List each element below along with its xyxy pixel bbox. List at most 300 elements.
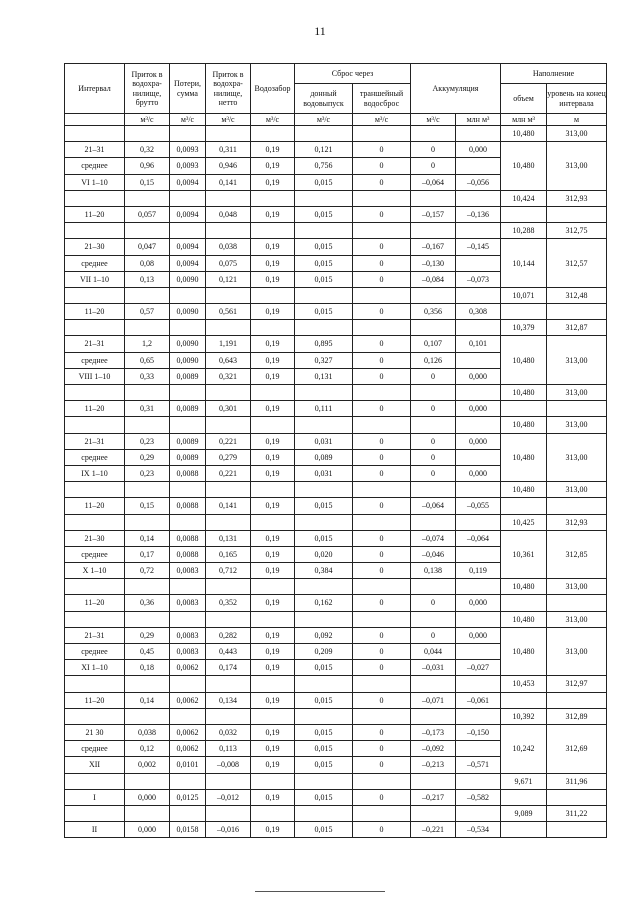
cell-trench-spillway: 0	[353, 271, 411, 287]
cell-acc-volume	[456, 579, 501, 595]
cell-losses	[170, 417, 206, 433]
cell-bottom-outlet: 0,015	[295, 174, 353, 190]
cell-bottom-outlet: 0,092	[295, 627, 353, 643]
cell-inflow-net: 0,321	[206, 368, 251, 384]
cell-losses	[170, 579, 206, 595]
cell-acc-rate: –0,173	[411, 724, 456, 740]
cell-inflow-net: 0,643	[206, 352, 251, 368]
cell-inflow	[125, 579, 170, 595]
cell-level: 313,00	[547, 336, 607, 385]
cell-volume: 10,480	[501, 142, 547, 191]
cell-losses: 0,0093	[170, 142, 206, 158]
cell-level: 312,57	[547, 239, 607, 288]
cell-losses: 0,0083	[170, 563, 206, 579]
cell-inflow: 0,57	[125, 304, 170, 320]
cell-inflow: 0,000	[125, 789, 170, 805]
cell-inflow: 0,36	[125, 595, 170, 611]
cell-inflow: 0,31	[125, 401, 170, 417]
cell-bottom-outlet	[295, 126, 353, 142]
cell-acc-rate: –0,157	[411, 206, 456, 222]
cell-bottom-outlet: 0,015	[295, 724, 353, 740]
cell-bottom-outlet	[295, 482, 353, 498]
cell-inflow-net: 0,311	[206, 142, 251, 158]
cell-bottom-outlet	[295, 773, 353, 789]
cell-inflow: 0,12	[125, 741, 170, 757]
cell-level: 312,75	[547, 223, 607, 239]
cell-intake: 0,19	[251, 757, 295, 773]
cell-acc-rate	[411, 611, 456, 627]
cell-trench-spillway: 0	[353, 724, 411, 740]
cell-acc-volume: –0,534	[456, 822, 501, 838]
cell-trench-spillway: 0	[353, 530, 411, 546]
cell-trench-spillway	[353, 385, 411, 401]
cell-acc-rate	[411, 805, 456, 821]
cell-interval: II	[65, 822, 125, 838]
cell-acc-volume	[456, 417, 501, 433]
cell-level-empty	[547, 822, 607, 838]
unit-blank	[65, 114, 125, 126]
table-row	[65, 692, 607, 708]
cell-losses: 0,0090	[170, 352, 206, 368]
cell-interval	[65, 320, 125, 336]
table-row	[65, 142, 607, 158]
cell-trench-spillway	[353, 320, 411, 336]
table-row	[65, 304, 607, 320]
cell-inflow-net	[206, 287, 251, 303]
cell-acc-rate: –0,221	[411, 822, 456, 838]
cell-interval: среднее	[65, 255, 125, 271]
cell-inflow: 0,15	[125, 498, 170, 514]
cell-trench-spillway: 0	[353, 206, 411, 222]
cell-level: 312,87	[547, 320, 607, 336]
cell-level: 313,00	[547, 482, 607, 498]
cell-losses: 0,0089	[170, 449, 206, 465]
cell-inflow	[125, 385, 170, 401]
cell-intake: 0,19	[251, 368, 295, 384]
cell-acc-volume	[456, 611, 501, 627]
cell-losses: 0,0062	[170, 724, 206, 740]
cell-level: 312,93	[547, 514, 607, 530]
cell-inflow-net: 0,221	[206, 433, 251, 449]
cell-acc-volume	[456, 449, 501, 465]
cell-acc-rate	[411, 773, 456, 789]
cell-interval	[65, 190, 125, 206]
cell-losses: 0,0101	[170, 757, 206, 773]
cell-intake: 0,19	[251, 174, 295, 190]
header-level: уровень на конец интервала	[547, 84, 607, 114]
cell-acc-rate: 0	[411, 449, 456, 465]
cell-bottom-outlet: 0,015	[295, 498, 353, 514]
cell-losses: 0,0089	[170, 368, 206, 384]
cell-inflow-net: 0,712	[206, 563, 251, 579]
cell-intake	[251, 514, 295, 530]
cell-acc-volume	[456, 741, 501, 757]
cell-intake: 0,19	[251, 660, 295, 676]
cell-interval: 21–31	[65, 433, 125, 449]
cell-inflow-net: 0,038	[206, 239, 251, 255]
table-row	[65, 611, 607, 627]
cell-acc-volume: –0,136	[456, 206, 501, 222]
cell-level: 312,69	[547, 724, 607, 773]
cell-trench-spillway: 0	[353, 627, 411, 643]
cell-level-empty	[547, 401, 607, 417]
cell-trench-spillway	[353, 676, 411, 692]
table-row	[65, 385, 607, 401]
cell-inflow: 0,000	[125, 822, 170, 838]
cell-level-empty	[547, 595, 607, 611]
cell-intake	[251, 611, 295, 627]
cell-level: 313,00	[547, 579, 607, 595]
cell-volume-empty	[501, 692, 547, 708]
cell-level: 311,96	[547, 773, 607, 789]
cell-inflow-net	[206, 611, 251, 627]
table-row	[65, 724, 607, 740]
cell-acc-rate: –0,074	[411, 530, 456, 546]
cell-losses	[170, 611, 206, 627]
header-volume: объем	[501, 84, 547, 114]
cell-acc-rate: –0,071	[411, 692, 456, 708]
cell-trench-spillway	[353, 805, 411, 821]
cell-trench-spillway: 0	[353, 239, 411, 255]
cell-inflow: 0,08	[125, 255, 170, 271]
cell-interval	[65, 223, 125, 239]
cell-level-empty	[547, 498, 607, 514]
cell-bottom-outlet: 0,209	[295, 644, 353, 660]
cell-volume-empty	[501, 822, 547, 838]
cell-interval: 11–20	[65, 304, 125, 320]
table-row	[65, 822, 607, 838]
cell-volume-empty	[501, 789, 547, 805]
cell-losses: 0,0125	[170, 789, 206, 805]
cell-inflow-net: 1,191	[206, 336, 251, 352]
cell-intake	[251, 676, 295, 692]
cell-volume: 10,480	[501, 611, 547, 627]
cell-trench-spillway	[353, 482, 411, 498]
cell-intake: 0,19	[251, 789, 295, 805]
cell-acc-rate	[411, 482, 456, 498]
cell-losses: 0,0089	[170, 401, 206, 417]
cell-acc-volume	[456, 805, 501, 821]
cell-interval	[65, 482, 125, 498]
cell-inflow-net: 0,141	[206, 174, 251, 190]
cell-acc-volume	[456, 223, 501, 239]
cell-interval	[65, 385, 125, 401]
cell-losses	[170, 190, 206, 206]
cell-bottom-outlet: 0,020	[295, 546, 353, 562]
table-row	[65, 514, 607, 530]
unit-acc-volume: млн м³	[456, 114, 501, 126]
cell-bottom-outlet: 0,015	[295, 239, 353, 255]
cell-acc-volume	[456, 287, 501, 303]
cell-trench-spillway: 0	[353, 174, 411, 190]
cell-level: 311,22	[547, 805, 607, 821]
cell-acc-rate: 0	[411, 595, 456, 611]
header-interval: Интервал	[65, 64, 125, 114]
cell-intake: 0,19	[251, 692, 295, 708]
cell-inflow-net	[206, 223, 251, 239]
cell-volume: 10,288	[501, 223, 547, 239]
cell-bottom-outlet: 0,015	[295, 789, 353, 805]
header-filling: Наполнение	[501, 64, 607, 84]
cell-acc-volume: 0,000	[456, 627, 501, 643]
cell-trench-spillway: 0	[353, 304, 411, 320]
cell-losses	[170, 482, 206, 498]
cell-bottom-outlet: 0,031	[295, 433, 353, 449]
cell-intake	[251, 708, 295, 724]
cell-intake: 0,19	[251, 352, 295, 368]
cell-intake: 0,19	[251, 449, 295, 465]
unit-inflow-net: м³/с	[206, 114, 251, 126]
cell-bottom-outlet: 0,089	[295, 449, 353, 465]
table-row	[65, 401, 607, 417]
cell-intake	[251, 320, 295, 336]
header-inflow-net: Приток в водохра-нилище, нетто	[206, 64, 251, 114]
table-body	[65, 126, 607, 838]
cell-intake: 0,19	[251, 595, 295, 611]
cell-acc-rate	[411, 417, 456, 433]
cell-acc-volume: –0,145	[456, 239, 501, 255]
cell-losses: 0,0094	[170, 174, 206, 190]
cell-inflow-net	[206, 385, 251, 401]
cell-losses: 0,0062	[170, 741, 206, 757]
table-row	[65, 627, 607, 643]
cell-volume: 10,392	[501, 708, 547, 724]
cell-inflow-net: 0,221	[206, 465, 251, 481]
cell-inflow-net: 0,301	[206, 401, 251, 417]
cell-trench-spillway	[353, 708, 411, 724]
cell-interval: среднее	[65, 158, 125, 174]
cell-interval: X 1–10	[65, 563, 125, 579]
cell-inflow-net	[206, 514, 251, 530]
cell-level: 312,48	[547, 287, 607, 303]
cell-inflow: 0,23	[125, 465, 170, 481]
table-row	[65, 595, 607, 611]
cell-interval: среднее	[65, 741, 125, 757]
cell-losses: 0,0083	[170, 595, 206, 611]
cell-inflow-net	[206, 190, 251, 206]
cell-bottom-outlet	[295, 611, 353, 627]
cell-acc-volume: 0,101	[456, 336, 501, 352]
cell-trench-spillway: 0	[353, 401, 411, 417]
cell-intake: 0,19	[251, 206, 295, 222]
cell-interval: 21–31	[65, 336, 125, 352]
cell-intake	[251, 482, 295, 498]
cell-interval	[65, 773, 125, 789]
cell-inflow	[125, 223, 170, 239]
cell-bottom-outlet: 0,384	[295, 563, 353, 579]
table-row	[65, 417, 607, 433]
cell-trench-spillway: 0	[353, 741, 411, 757]
cell-acc-volume: 0,000	[456, 401, 501, 417]
cell-acc-volume	[456, 190, 501, 206]
cell-intake: 0,19	[251, 546, 295, 562]
table-row	[65, 320, 607, 336]
cell-level: 312,89	[547, 708, 607, 724]
cell-volume: 10,480	[501, 336, 547, 385]
cell-acc-volume: –0,150	[456, 724, 501, 740]
cell-interval: 21–31	[65, 627, 125, 643]
cell-inflow	[125, 708, 170, 724]
cell-acc-volume: –0,055	[456, 498, 501, 514]
cell-interval: 11–20	[65, 401, 125, 417]
page-number: 11	[314, 24, 326, 38]
table-row	[65, 287, 607, 303]
cell-inflow: 0,057	[125, 206, 170, 222]
cell-bottom-outlet: 0,031	[295, 465, 353, 481]
cell-inflow-net: 0,174	[206, 660, 251, 676]
table-row	[65, 676, 607, 692]
cell-volume: 10,480	[501, 385, 547, 401]
cell-acc-rate: 0,107	[411, 336, 456, 352]
table-row	[65, 482, 607, 498]
table-row	[65, 223, 607, 239]
cell-inflow-net: –0,016	[206, 822, 251, 838]
cell-level-empty	[547, 206, 607, 222]
cell-bottom-outlet	[295, 417, 353, 433]
cell-interval: среднее	[65, 352, 125, 368]
cell-inflow	[125, 417, 170, 433]
cell-trench-spillway: 0	[353, 158, 411, 174]
cell-inflow-net	[206, 579, 251, 595]
cell-intake	[251, 805, 295, 821]
cell-acc-rate: –0,084	[411, 271, 456, 287]
cell-inflow: 0,14	[125, 530, 170, 546]
cell-bottom-outlet	[295, 223, 353, 239]
cell-intake	[251, 223, 295, 239]
cell-acc-rate: –0,064	[411, 174, 456, 190]
cell-level: 312,97	[547, 676, 607, 692]
cell-inflow: 0,17	[125, 546, 170, 562]
cell-inflow-net: 0,048	[206, 206, 251, 222]
cell-losses	[170, 676, 206, 692]
cell-interval: 11–20	[65, 595, 125, 611]
cell-acc-volume: –0,073	[456, 271, 501, 287]
cell-inflow-net: 0,141	[206, 498, 251, 514]
cell-inflow	[125, 773, 170, 789]
cell-acc-rate: –0,046	[411, 546, 456, 562]
cell-intake: 0,19	[251, 465, 295, 481]
cell-level: 313,00	[547, 627, 607, 676]
unit-volume: млн м³	[501, 114, 547, 126]
cell-acc-rate	[411, 320, 456, 336]
table-row	[65, 336, 607, 352]
cell-bottom-outlet	[295, 579, 353, 595]
cell-bottom-outlet	[295, 190, 353, 206]
cell-volume: 9,671	[501, 773, 547, 789]
cell-losses: 0,0094	[170, 255, 206, 271]
cell-bottom-outlet: 0,131	[295, 368, 353, 384]
cell-acc-volume: 0,000	[456, 465, 501, 481]
cell-acc-volume	[456, 676, 501, 692]
cell-losses: 0,0083	[170, 627, 206, 643]
cell-inflow-net: –0,008	[206, 757, 251, 773]
cell-inflow	[125, 805, 170, 821]
cell-acc-volume: 0,000	[456, 595, 501, 611]
cell-bottom-outlet: 0,756	[295, 158, 353, 174]
cell-inflow-net	[206, 417, 251, 433]
unit-intake: м³/с	[251, 114, 295, 126]
cell-volume: 10,144	[501, 239, 547, 288]
cell-inflow: 0,038	[125, 724, 170, 740]
cell-acc-rate: 0	[411, 158, 456, 174]
cell-bottom-outlet: 0,015	[295, 741, 353, 757]
cell-acc-rate	[411, 708, 456, 724]
cell-intake: 0,19	[251, 304, 295, 320]
cell-volume: 10,480	[501, 579, 547, 595]
cell-interval: XII	[65, 757, 125, 773]
cell-inflow	[125, 287, 170, 303]
header-discharge: Сброс через	[295, 64, 411, 84]
cell-inflow: 1,2	[125, 336, 170, 352]
cell-level-empty	[547, 692, 607, 708]
cell-inflow: 0,15	[125, 174, 170, 190]
cell-interval	[65, 708, 125, 724]
cell-losses	[170, 773, 206, 789]
cell-losses: 0,0083	[170, 644, 206, 660]
cell-acc-volume: 0,000	[456, 433, 501, 449]
cell-bottom-outlet	[295, 708, 353, 724]
cell-level: 313,00	[547, 611, 607, 627]
cell-bottom-outlet: 0,015	[295, 206, 353, 222]
cell-bottom-outlet: 0,015	[295, 530, 353, 546]
cell-inflow: 0,45	[125, 644, 170, 660]
cell-volume: 10,424	[501, 190, 547, 206]
cell-inflow	[125, 482, 170, 498]
cell-intake	[251, 417, 295, 433]
cell-volume-empty	[501, 304, 547, 320]
unit-inflow: м³/с	[125, 114, 170, 126]
cell-intake: 0,19	[251, 741, 295, 757]
unit-losses: м³/с	[170, 114, 206, 126]
cell-losses: 0,0158	[170, 822, 206, 838]
cell-inflow-net	[206, 676, 251, 692]
cell-volume: 10,480	[501, 627, 547, 676]
cell-acc-rate: 0,126	[411, 352, 456, 368]
cell-acc-volume	[456, 158, 501, 174]
cell-bottom-outlet: 0,015	[295, 692, 353, 708]
cell-inflow-net	[206, 805, 251, 821]
cell-interval: 11–20	[65, 498, 125, 514]
header-accumulation: Аккумуляция	[411, 64, 501, 114]
cell-trench-spillway	[353, 223, 411, 239]
cell-volume: 10,480	[501, 482, 547, 498]
cell-acc-volume	[456, 708, 501, 724]
table-row	[65, 789, 607, 805]
cell-acc-rate: 0	[411, 627, 456, 643]
cell-inflow	[125, 514, 170, 530]
cell-acc-rate: 0	[411, 401, 456, 417]
cell-losses: 0,0088	[170, 498, 206, 514]
cell-inflow-net: 0,113	[206, 741, 251, 757]
table-row	[65, 126, 607, 142]
cell-interval: 11–20	[65, 206, 125, 222]
cell-level: 313,00	[547, 417, 607, 433]
cell-bottom-outlet: 0,162	[295, 595, 353, 611]
cell-inflow-net	[206, 320, 251, 336]
cell-inflow: 0,14	[125, 692, 170, 708]
cell-trench-spillway: 0	[353, 660, 411, 676]
cell-acc-rate: –0,130	[411, 255, 456, 271]
cell-acc-volume	[456, 320, 501, 336]
cell-acc-volume: –0,582	[456, 789, 501, 805]
cell-level: 313,00	[547, 126, 607, 142]
table-row	[65, 530, 607, 546]
table-row	[65, 773, 607, 789]
cell-volume: 10,242	[501, 724, 547, 773]
cell-acc-rate	[411, 514, 456, 530]
cell-acc-rate: –0,031	[411, 660, 456, 676]
cell-trench-spillway	[353, 611, 411, 627]
